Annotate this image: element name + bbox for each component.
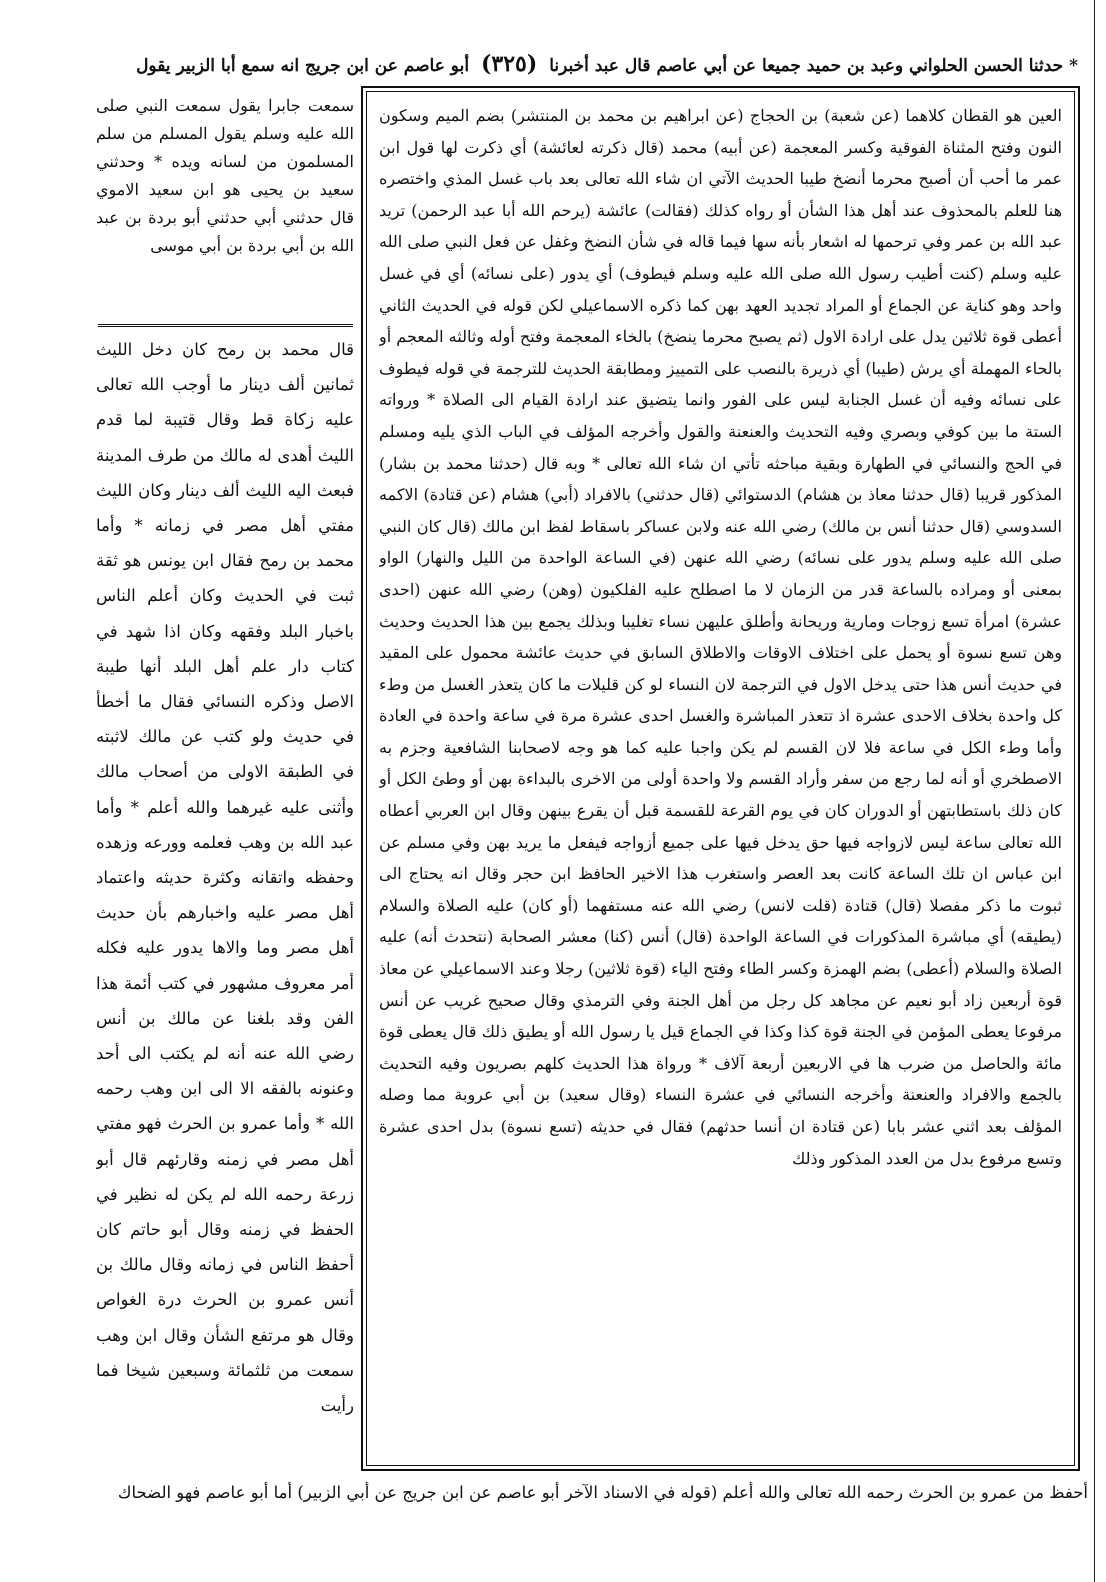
main-commentary-frame <box>361 86 1080 1471</box>
margin-top-paragraph: سمعت جابرا يقول سمعت النبي صلى الله عليه وسلم يقول المسلم من سلم المسلمون من لسانه ويده * وحدثني سعيد بن يحيى هو ابن سعيد الاموي قال حدثني أبي حدثني أبو بردة بن عبد الله بن أبي بردة بن أبي موسى <box>96 96 354 255</box>
page-number: (٣٢٥) <box>480 51 538 77</box>
page-edge-line <box>1094 0 1095 1582</box>
margin-commentary-text <box>96 332 354 1470</box>
header-text-after: أبو عاصم عن ابن جريج انه سمع أبا الزبير يقول <box>136 56 470 76</box>
page-footer-text: أحفظ من عمرو بن الحرث رحمه الله تعالى والله أعلم (قوله في الاسناد الآخر أبو عاصم عن ابن جريج عن أبي الزبير) أما أبو عاصم فهو الضحاك <box>117 1483 1088 1502</box>
main-commentary-text <box>379 100 1062 1460</box>
margin-divider-line <box>98 324 353 327</box>
page-header <box>88 44 1078 84</box>
margin-hadith-text <box>96 92 354 324</box>
header-text-before: * حدثنا الحسن الحلواني وعبد بن حميد جميعا عن أبي عاصم قال عبد أخبرنا <box>549 56 1078 76</box>
margin-bottom-paragraph: قال محمد بن رمح كان دخل الليث ثمانين ألف دينار ما أوجب الله تعالى عليه زكاة قط وقال قتيبة لما قدم الليث أهدى له مالك من طرف المدينة فبعث اليه الليث ألف دينار وكان الليث مفتي أهل مصر في زمانه * وأما محمد بن رمح فقال ابن يونس هو ثقة ثبت في الحديث وكان أعلم الناس باخبار البلد وفقهه وكان اذا شهد في كتاب دار علم أهل البلد أنها طيبة الاصل وذكره النسائي فقال ما أخطأ في حديث ولو كتب عن مالك لاثبته في الطبقة الاولى من أصحاب مالك وأثنى عليه غيرهما والله أعلم * وأما عبد الله بن وهب فعلمه وورعه وزهده وحفظه واتقانه وكثرة حديثه واعتماد أهل مصر عليه واخبارهم بأن حديث أهل مصر وما والاها يدور عليه فكله أمر معروف مشهور في كتب أئمة هذا الفن وقد بلغنا عن مالك بن أنس رضي الله عنه أنه لم يكتب الى أحد وعنونه بالفقه الا الى ابن وهب رحمه الله * وأما عمرو بن الحرث فهو مفتي أهل مصر في زمنه وقارئهم قال أبو زرعة رحمه الله لم يكن له نظير في الحفظ في زمنه وقال أبو حاتم كان أحفظ الناس في زمانه وقال مالك بن أنس عمرو بن الحرث درة الغواص وقال هو مرتفع الشأن وقال ابن وهب سمعت من ثلثمائة وسبعين شيخا فما رأيت <box>96 340 354 1416</box>
main-paragraph: العين هو القطان كلاهما (عن شعبة) بن الحجاج (عن ابراهيم بن محمد بن المنتشر) بضم الميم وسكون النون وفتح المثناة الفوقية وكسر المعجمة (عن أبيه) محمد (قال ذكرته لعائشة) أي ذكرت لها قول ابن عمر ما أحب أن أصبح محرما أنضخ طيبا الحديث الآتي ان شاء الله تعالى بعد باب غسل المذي واختصره هنا للعلم بالمحذوف عند أهل هذا الشأن أو رواه كذلك (فقالت) عائشة (يرحم الله أبا عبد الرحمن) تريد عبد الله بن عمر وفي ترحمها له اشعار بأنه سها فيما قاله في شأن النضخ وغفل عن فعل النبي صلى الله عليه وسلم (كنت أطيب رسول الله صلى الله عليه وسلم فيطوف) أي يدور (على نسائه) أي في غسل واحد وهو كناية عن الجماع أو المراد تجديد العهد بهن كما ذكره الاسماعيلي لكن قوله في الحديث الثاني أعطى قوة ثلاثين يدل على ارادة الاول (ثم يصبح محرما ينضخ) بالخاء المعجمة وفتح أوله وثالثه المعجم أو بالحاء المهملة أي يرش (طيبا) أي ذريرة بالنصب على التمييز ومطابقة الحديث للترجمة في قوله فيطوف على نسائه وفيه أن غسل الجنابة ليس على الفور وانما يتضيق عند ارادة القيام الى الصلاة * ورواته الستة ما بين كوفي وبصري وفيه التحديث والعنعنة والقول وأخرجه المؤلف في الباب الذي يليه ومسلم في الحج والنسائي في الطهارة وبقية مباحثه تأتي ان شاء الله تعالى * وبه قال (حدثنا محمد بن بشار) المذكور قريبا (قال حدثنا معاذ بن هشام) الدستوائي (قال حدثني) بالافراد (أبي) هشام (عن قتادة) الاكمه السدوسي (قال حدثنا أنس بن مالك) رضي الله عنه ولابن عساكر باسقاط لفظ ابن مالك (قال كان النبي صلى الله عليه وسلم يدور على نسائه) رضي الله عنهن (في الساعة الواحدة من الليل والنهار) الواو بمعنى أو ومراده بالساعة قدر من الزمان لا ما اصطلح عليه الفلكيون (وهن) رضي الله عنهن (احدى عشرة) امرأة تسع زوجات ومارية وريحانة وأطلق عليهن نساء تغليبا وبذلك يجمع بين هذا الحديث وحديث وهن تسع نسوة أو يحمل على اختلاف الاوقات والاطلاق السابق في حديث عائشة محمول على المقيد في حديث أنس هذا حتى يدخل الاول في الترجمة لان النساء لو كن قليلات ما كان يتعذر الغسل من وطء كل واحدة بخلاف الاحدى عشرة اذ تتعذر المباشرة والغسل احدى عشرة مرة في ساعة واحدة في العادة وأما وطء الكل في ساعة فلا لان القسم لم يكن واجبا عليه كما هو وجه لاصحابنا الشافعية وجزم به الاصطخري أو أنه لما رجع من سفر وأراد القسم ولا واحدة أولى من الاخرى بالبداءة بهن أو وطئ الكل أو كان ذلك باستطابتهن أو الدوران كان في يوم القرعة للقسمة قبل أن يقرع بينهن وقال ابن العربي أعطاه الله تعالى ساعة ليس لازواجه فيها حق يدخل فيها على جميع أزواجه فيفعل ما يريد بهن وفي مسلم عن ابن عباس ان تلك الساعة كانت بعد العصر واستغرب هذا الاخير الحافظ ابن حجر وقال انه يحتاج الى ثبوت ما ذكر مفصلا (قال) قتادة (قلت لانس) رضي الله عنه مستفهما (أو كان) عليه الصلاة والسلام (يطيقه) أي مباشرة المذكورات في الساعة الواحدة (قال) أنس (كنا) معشر الصحابة (نتحدث أنه) عليه الصلاة والسلام (أعطى) بضم الهمزة وكسر الطاء وفتح الياء (قوة ثلاثين) رجلا وعند الاسماعيلي عن معاذ قوة أربعين زاد أبو نعيم عن مجاهد كل رجل من أهل الجنة وفي الترمذي وقال صحيح غريب عن أنس مرفوعا يعطى المؤمن في الجنة قوة كذا وكذا في الجماع قيل يا رسول الله أو يطيق ذلك قال يعطى قوة مائة والحاصل من ضرب ها في الاربعين أربعة آلاف * ورواة هذا الحديث كلهم بصريون وفيه التحديث بالجمع والافراد والعنعنة وأخرجه النسائي في عشرة النساء (وقال سعيد) بن أبي عروبة مما وصله المؤلف بعد اثني عشر بابا (عن قتادة ان أنسا حدثهم) فقال في حديثه (تسع نسوة) بدل احدى عشرة وتسع مرفوع بدل من العدد المذكور وذلك <box>379 106 1062 1168</box>
